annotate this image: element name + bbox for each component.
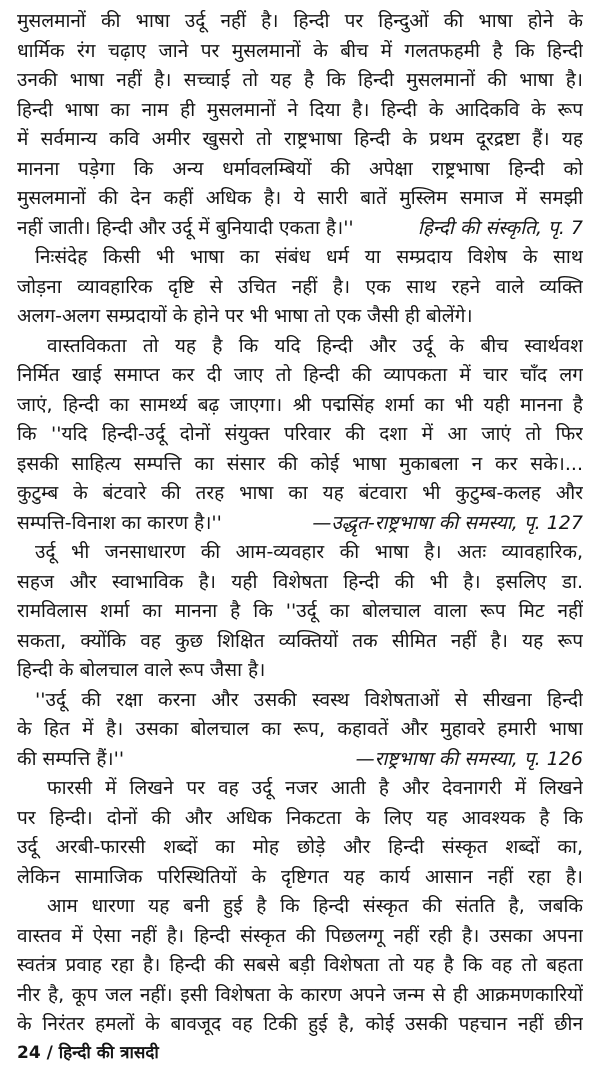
text-line: उर्दू अरबी-फारसी शब्दों का मोह छोड़े और हिन्दी संस्कृत शब्दों का, [17,836,583,858]
text-line: आम धारणा यह बनी हुई है कि हिन्दी संस्कृत की संतति है, जबकि [47,895,583,917]
text-line: फारसी में लिखने पर वह उर्दू नजर आती है और देवनागरी में लिखने [47,777,583,799]
text-line: पर हिन्दी। दोनों की और अधिक निकटता के लिए यह आवश्यक है कि [17,806,583,829]
text-line: वास्तविकता तो यह है कि यदि हिन्दी और उर्दू के बीच स्वार्थवश [47,334,583,357]
line-text: सम्पत्ति-विनाश का कारण है।'' [17,511,222,534]
text-line: वास्तव में ऐसा नहीं है। हिन्दी संस्कृत की पिछलग्गू नहीं रही है। उसका अपना [17,924,583,947]
text-line: जोड़ना व्यावहारिक दृष्टि से उचित नहीं है। एक साथ रहने वाले व्यक्ति [17,275,583,298]
text-line: सहज और स्वाभाविक है। यही विशेषता हिन्दी की भी है। इसलिए डा. [17,570,583,593]
text-line: लेकिन सामाजिक परिस्थितियों के दृष्टिगत यह कार्य आसान नहीं रहा है। [17,865,583,888]
text-line: मानना पड़ेगा कि अन्य धर्मावलम्बियों की अपेक्षा राष्ट्रभाषा हिन्दी को [17,157,583,180]
citation: हिन्दी की संस्कृति, पृ. 7 [417,216,583,239]
text-line: निःसंदेह किसी भी भाषा का संबंध धर्म या सम्प्रदाय विशेष के साथ [35,246,583,268]
text-line: उर्दू भी जनसाधारण की आम-व्यवहार की भाषा है। अतः व्यावहारिक, [35,541,583,563]
text-line: इसकी साहित्य सम्पत्ति का संसार की कोई भाषा मुकाबला न कर सके।... [17,452,583,475]
citation: —राष्ट्रभाषा की समस्या, पृ. 126 [355,747,583,770]
text-line: मुसलमानों की देन कहीं अधिक है। ये सारी बातें मुस्लिम समाज में समझी [17,187,583,209]
text-line: सकता, क्योंकि वह कुछ शिक्षित व्यक्तियों तक सीमित नहीं है। यह रूप [17,629,583,652]
text-line: हिन्दी भाषा का नाम ही मुसलमानों ने दिया है। हिन्दी के आदिकवि के रूप [17,98,583,121]
text-line: कुटुम्ब के बंटवारे की तरह भाषा का यह बंटवारा भी कुटुम्ब-कलह और [17,482,583,504]
text-line: में सर्वमान्य कवि अमीर खुसरो तो राष्ट्रभाषा हिन्दी के प्रथम दूरद्रष्टा हैं। यह [17,128,583,150]
book-title: हिन्दी की त्रासदी [58,1043,159,1063]
page-footer [17,1040,159,1063]
text-line: हिन्दी के बोलचाल वाले रूप जैसा है। [17,659,266,681]
text-line: अलग-अलग सम्प्रदायों के होने पर भी भाषा तो एक जैसी ही बोलेंगे। [17,305,473,327]
text-line [17,745,583,775]
line-text: की सम्पत्ति हैं।'' [17,747,125,770]
text-line: रामविलास शर्मा का मानना है कि ''उर्दू का बोलचाल वाला रूप मिट नहीं [17,600,583,622]
page-body [17,7,583,1040]
text-line [17,214,583,244]
text-line: नीर है, कूप जल नहीं। इसी विशेषता के कारण अपने जन्म से ही आक्रमणकारियों [17,983,583,1006]
text-line [17,509,583,539]
footer-separator: / [40,1043,59,1063]
text-line: उनकी भाषा नहीं है। सच्चाई तो यह है कि हिन्दी मुसलमानों की भाषा है। [17,69,583,91]
text-line: ''उर्दू की रक्षा करना और उसकी स्वस्थ विशेषताओं से सीखना हिन्दी [35,688,583,711]
citation: —उद्धृत-राष्ट्रभाषा की समस्या, पृ. 127 [312,511,583,534]
text-line: निर्मित खाई समाप्त कर दी जाए तो हिन्दी की व्यापकता में चार चाँद लग [17,364,583,386]
text-line: स्वतंत्र प्रवाह रहा है। हिन्दी की सबसे बड़ी विशेषता तो यह है कि वह तो बहता [17,954,583,976]
text-line: धार्मिक रंग चढ़ाए जाने पर मुसलमानों के बीच में गलतफहमी है कि हिन्दी [17,39,583,62]
text-line: मुसलमानों की भाषा उर्दू नहीं है। हिन्दी पर हिन्दुओं की भाषा होने के [17,10,583,32]
text-line: के हित में है। उसका बोलचाल का रूप, कहावतें और मुहावरे हमारी भाषा [17,718,583,740]
line-text: नहीं जाती। हिन्दी और उर्दू में बुनियादी एकता है।'' [17,216,354,239]
text-line: कि ''यदि हिन्दी-उर्दू दोनों संयुक्त परिवार की दशा में आ जाएं तो फिर [17,423,583,445]
text-line: के निरंतर हमलों के बावजूद वह टिकी हुई है, कोई उसकी पहचान नहीं छीन [17,1013,583,1035]
page-number: 24 [17,1043,41,1063]
text-line: जाएं, हिन्दी का सामर्थ्य बढ़ जाएगा। श्री पद्मसिंह शर्मा का भी यही मानना है [17,393,583,416]
